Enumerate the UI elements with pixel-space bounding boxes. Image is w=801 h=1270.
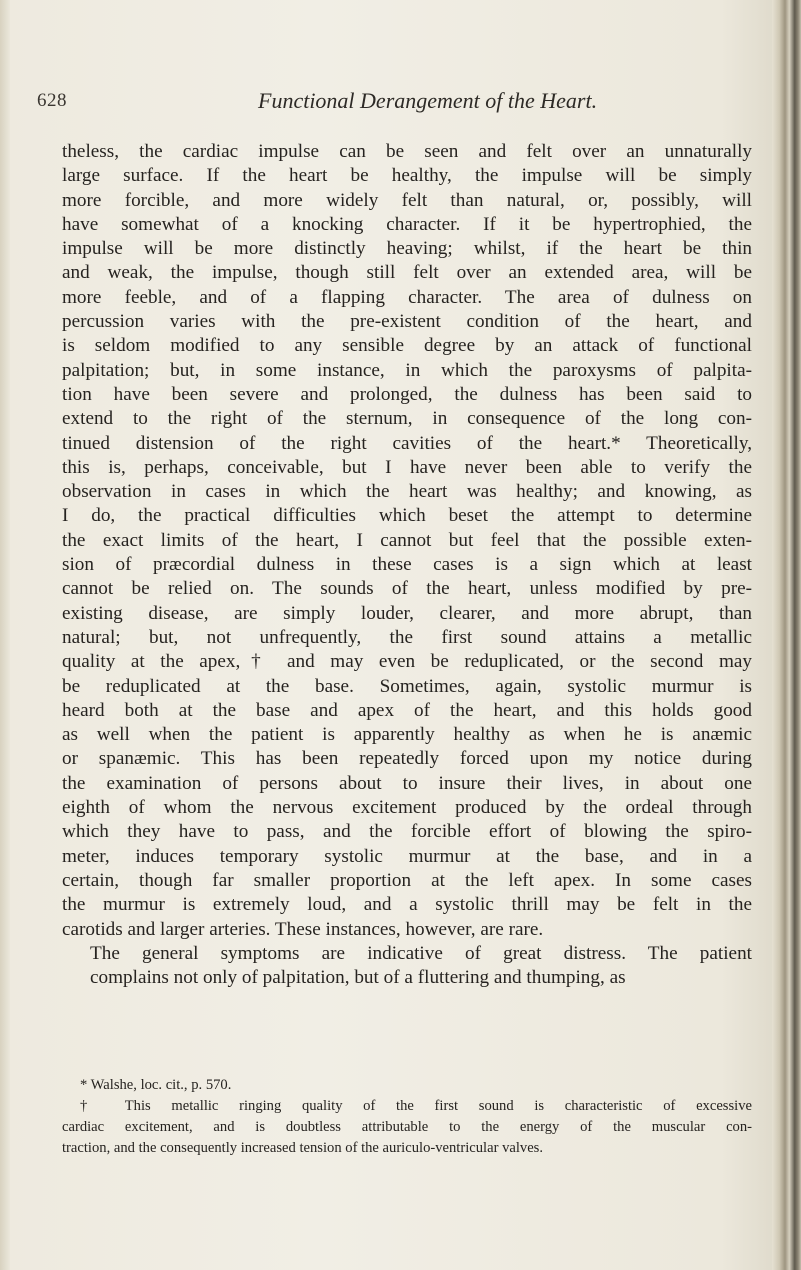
footnotes [62, 1075, 752, 1159]
book-binding-edge [772, 0, 801, 1270]
text-line: heard both at the base and apex of the heart, and this holds good [62, 699, 752, 721]
text-line: The general symptoms are indicative of great distress. The patient [90, 942, 752, 964]
text-line: have somewhat of a knocking character. If it be hypertrophied, the [62, 213, 752, 235]
running-head: Functional Derangement of the Heart. [258, 88, 598, 113]
text-line: tinued distension of the right cavities of the heart.* Theoretically, [62, 432, 752, 454]
text-line: complains not only of palpitation, but of a fluttering and thumping, as [90, 967, 626, 989]
text-line: this is, perhaps, conceivable, but I have never been able to verify the [62, 456, 752, 478]
page-number: 628 [37, 90, 67, 111]
page-left-edge [0, 0, 10, 1270]
text-line: eighth of whom the nervous excitement produced by the ordeal through [62, 797, 752, 819]
text-line: extend to the right of the sternum, in consequence of the long con- [62, 408, 752, 430]
footnote-line: traction, and the consequently increased tension of the auriculo-ventricular valves. [62, 1140, 544, 1156]
text-line: natural; but, not unfrequently, the first sound attains a metallic [62, 626, 752, 648]
page-header [0, 88, 801, 128]
text-line: more feeble, and of a flapping character. The area of dulness on [62, 286, 752, 308]
text-line: tion have been severe and prolonged, the dulness has been said to [62, 383, 752, 405]
footnote-line: † This metallic ringing quality of the first sound is characteristic of excessive [80, 1098, 752, 1114]
text-line: is seldom modified to any sensible degree by an attack of functional [62, 335, 752, 357]
text-line: the murmur is extremely loud, and a systolic thrill may be felt in the [62, 894, 752, 916]
text-line: which they have to pass, and the forcible effort of blowing the spiro- [62, 821, 752, 843]
text-line: cannot be relied on. The sounds of the heart, unless modified by pre- [62, 578, 752, 600]
footnote-line: * Walshe, loc. cit., p. 570. [80, 1077, 232, 1093]
body-text [62, 140, 752, 990]
text-line: observation in cases in which the heart was healthy; and knowing, as [62, 481, 752, 503]
text-line: as well when the patient is apparently healthy as when he is anæmic [62, 724, 752, 746]
text-line: or spanæmic. This has been repeatedly forced upon my notice during [62, 748, 752, 770]
text-line: large surface. If the heart be healthy, the impulse will be simply [62, 165, 752, 187]
footnote-line: cardiac excitement, and is doubtless attributable to the energy of the muscular con- [62, 1119, 752, 1135]
text-line: more forcible, and more widely felt than natural, or, possibly, will [62, 189, 752, 211]
paragraph-2 [62, 942, 752, 991]
text-line: and weak, the impulse, though still felt over an extended area, will be [62, 262, 752, 284]
text-line: be reduplicated at the base. Sometimes, again, systolic murmur is [62, 675, 752, 697]
text-line: the examination of persons about to insure their lives, in about one [62, 772, 752, 794]
text-line: meter, induces temporary systolic murmur at the base, and in a [62, 845, 752, 867]
text-line: theless, the cardiac impulse can be seen and felt over an unnaturally [62, 141, 752, 162]
text-line: palpitation; but, in some instance, in which the paroxysms of palpita- [62, 359, 752, 381]
text-line: percussion varies with the pre-existent condition of the heart, and [62, 311, 752, 333]
text-line: I do, the practical difficulties which beset the attempt to determine [62, 505, 752, 527]
text-line: existing disease, are simply louder, clearer, and more abrupt, than [62, 602, 752, 624]
text-line: sion of præcordial dulness in these cases is a sign which at least [62, 554, 752, 576]
text-line: carotids and larger arteries. These instances, however, are rare. [62, 918, 544, 940]
text-line: impulse will be more distinctly heaving; whilst, if the heart be thin [62, 238, 752, 260]
text-line: certain, though far smaller proportion at the left apex. In some cases [62, 869, 752, 891]
paragraph-1 [62, 140, 752, 942]
text-line: the exact limits of the heart, I cannot but feel that the possible exten- [62, 529, 752, 551]
text-line: quality at the apex,† and may even be reduplicated, or the second may [62, 651, 752, 673]
